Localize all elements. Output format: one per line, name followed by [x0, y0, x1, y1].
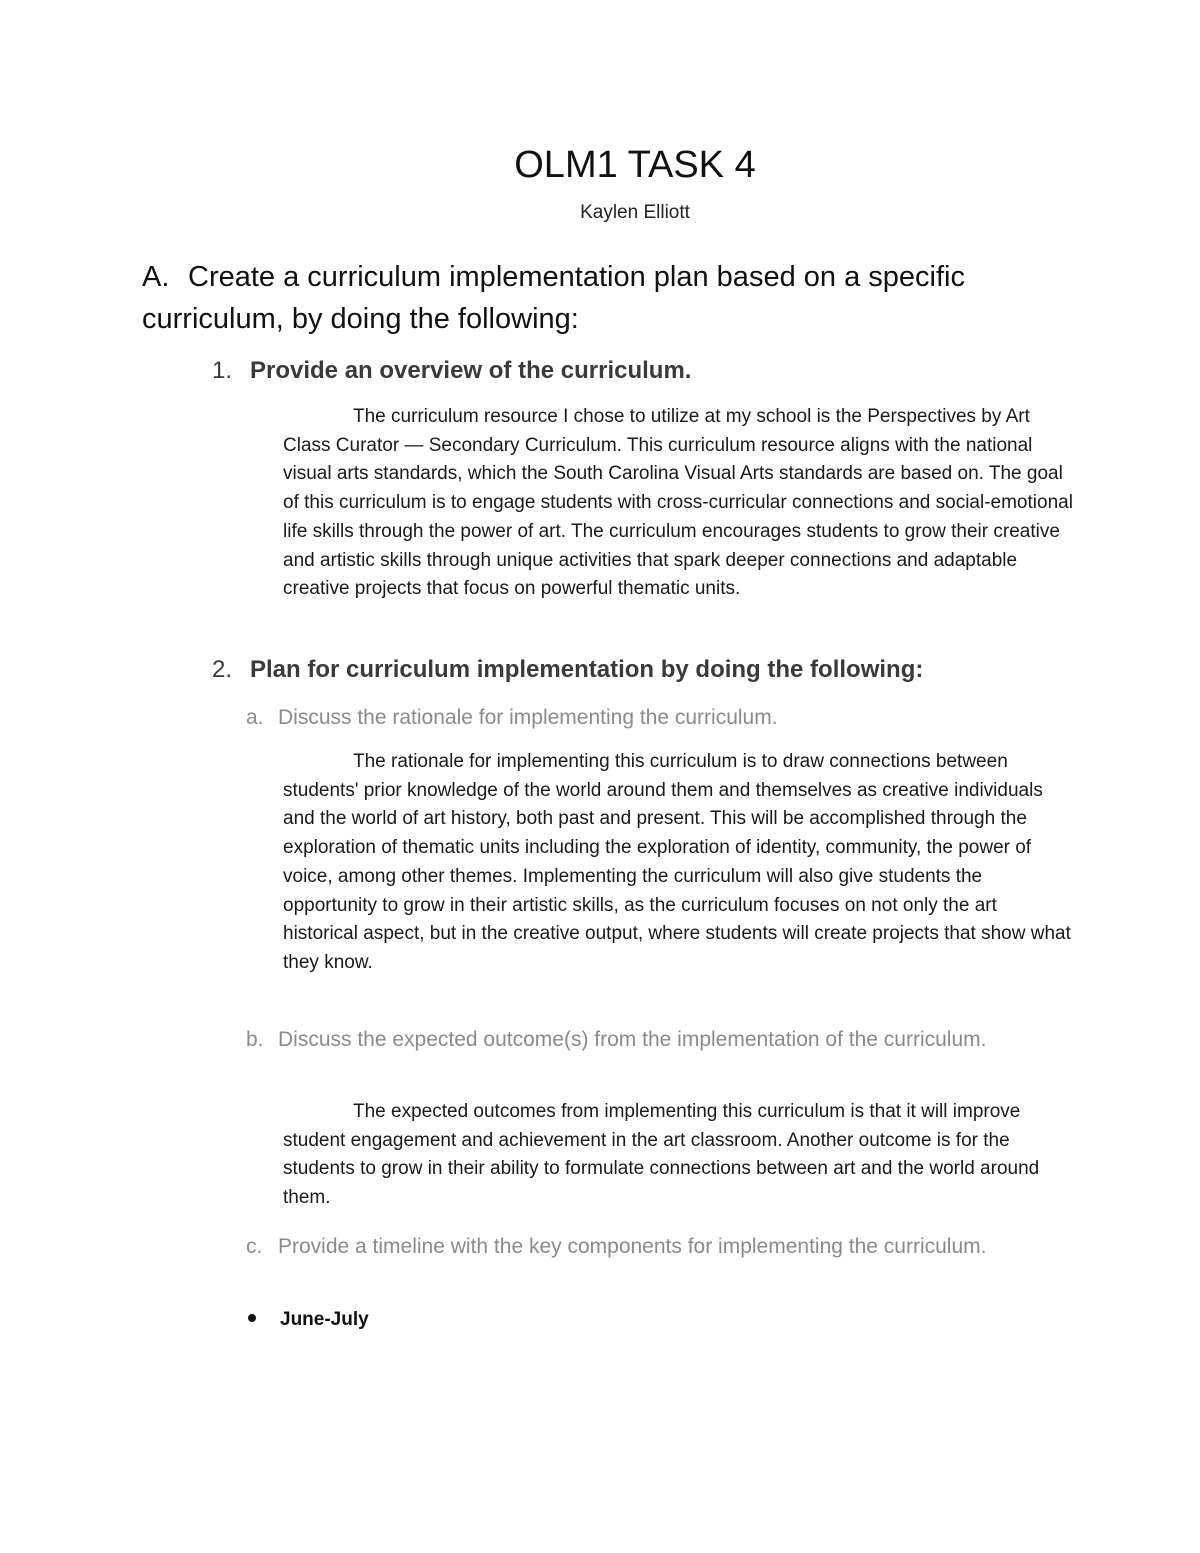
sub-c-heading: [246, 1233, 1006, 1261]
sub-c-marker: c.: [246, 1235, 263, 1258]
rationale-paragraph: The rationale for implementing this curriculum is to draw connections between students' prior knowledge of the world around them and themselves as creative individuals and the world of art history, both past and present. This will be accomplished through the exploration of thematic units including the exploration of identity, community, the power of voice, among other themes. Implementing the curriculum will also give students the opportunity to grow in their artistic skills, as the curriculum focuses on not only the art historical aspect, but in the creative output, where students will create projects that show what they know.: [283, 751, 1071, 973]
item-1-text: Provide an overview of the curriculum.: [250, 357, 692, 384]
timeline-bullet-text: June-July: [280, 1309, 369, 1330]
sub-a-text: Discuss the rationale for implementing the curriculum.: [278, 706, 778, 729]
sub-b-heading: [246, 1026, 1006, 1054]
section-a-text: Create a curriculum implementation plan based on a specific curriculum, by doing the following:: [142, 261, 965, 335]
sub-a-heading: [246, 704, 1006, 732]
overview-paragraph: The curriculum resource I chose to utilize at my school is the Perspectives by Art Class Curator — Secondary Curriculum. This curriculum resource aligns with the national visual arts standards, which the South Carolina Visual Arts standards are based on. The goal of this curriculum is to engage students with cross-curricular connections and social-emotional life skills through the power of art. The curriculum encourages students to grow their creative and artistic skills through unique activities that spark deeper connections and adaptable creative projects that focus on powerful thematic units.: [283, 406, 1073, 600]
author-name: Kaylen Elliott: [580, 202, 690, 223]
item-2-marker: 2.: [212, 656, 233, 683]
item-2-heading: [212, 654, 923, 686]
document-title: OLM1 TASK 4: [514, 144, 756, 186]
section-a-marker: A.: [142, 261, 170, 293]
sub-c-text: Provide a timeline with the key components for implementing the curriculum.: [278, 1235, 987, 1258]
item-1-heading: [212, 355, 691, 387]
outcomes-paragraph: The expected outcomes from implementing this curriculum is that it will improve student engagement and achievement in the art classroom. Another outcome is for the students to grow in their ability to formulate connections between art and the world around them.: [283, 1101, 1040, 1209]
item-1-marker: 1.: [212, 357, 233, 384]
sub-b-marker: b.: [246, 1028, 264, 1051]
section-a-heading: [142, 256, 1062, 340]
item-2-text: Plan for curriculum implementation by doing the following:: [250, 656, 924, 683]
bullet-dot-icon: [248, 1314, 256, 1322]
sub-a-marker: a.: [246, 706, 264, 729]
sub-b-text: Discuss the expected outcome(s) from the implementation of the curriculum.: [278, 1028, 987, 1051]
timeline-bullet: [248, 1306, 369, 1334]
